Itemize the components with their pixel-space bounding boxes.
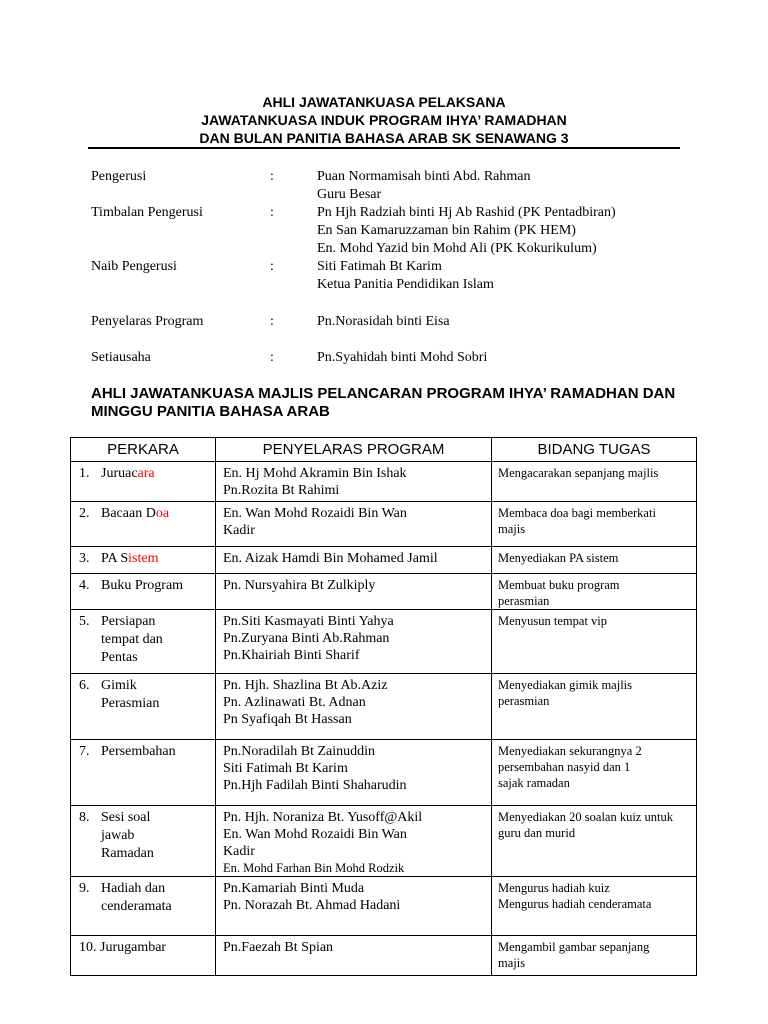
committee-separator: :	[270, 169, 274, 184]
committee-role: Penyelaras Program	[91, 314, 204, 329]
cell-penyelaras	[216, 936, 492, 976]
person-name: Pn Syafiqah Bt Hassan	[223, 712, 352, 727]
cell-penyelaras	[216, 806, 492, 877]
item-label: Persembahan	[101, 744, 176, 759]
table-row	[71, 610, 697, 674]
committee-name: Ketua Panitia Pendidikan Islam	[317, 277, 494, 292]
cell-perkara	[71, 502, 216, 547]
header-bidang-tugas: BIDANG TUGAS	[492, 438, 697, 462]
cell-bidang-tugas	[492, 806, 697, 877]
person-name: Pn. Norazah Bt. Ahmad Hadani	[223, 898, 401, 913]
item-label: cenderamata	[101, 899, 172, 914]
table-row	[71, 674, 697, 740]
committee-name: Pn Hjh Radziah binti Hj Ab Rashid (PK Pentadbiran)	[317, 205, 616, 220]
item-label: Bacaan D	[101, 506, 156, 521]
person-name: En. Wan Mohd Rozaidi Bin Wan	[223, 827, 407, 842]
cell-perkara	[71, 740, 216, 806]
person-name: En. Aizak Hamdi Bin Mohamed Jamil	[223, 551, 438, 566]
committee-name: En San Kamaruzzaman bin Rahim (PK HEM)	[317, 223, 576, 238]
cell-penyelaras	[216, 877, 492, 936]
committee-role: Naib Pengerusi	[91, 259, 177, 274]
cell-perkara	[71, 877, 216, 936]
committee-role: Timbalan Pengerusi	[91, 205, 203, 220]
person-name: Pn.Rozita Bt Rahimi	[223, 483, 340, 498]
item-label: jawab	[101, 828, 135, 843]
task-text: Membuat buku program	[498, 578, 620, 592]
document-title: AHLI JAWATANKUASA PELAKSANA	[262, 94, 506, 110]
person-name: En. Hj Mohd Akramin Bin Ishak	[223, 466, 407, 481]
row-number: 10.	[79, 940, 97, 955]
cell-penyelaras	[216, 740, 492, 806]
item-label: Juruac	[101, 466, 138, 481]
task-text: majis	[498, 522, 526, 536]
committee-role: Setiausaha	[91, 350, 151, 365]
table-row	[71, 936, 697, 976]
task-text: Mengurus hadiah kuiz	[498, 881, 610, 895]
cell-perkara	[71, 574, 216, 610]
row-number: 1.	[79, 466, 90, 481]
cell-bidang-tugas	[492, 936, 697, 976]
section-heading-line: AHLI JAWATANKUASA MAJLIS PELANCARAN PROGRAM IHYA’ RAMADHAN DAN	[91, 385, 676, 402]
person-name: Pn.Faezah Bt Spian	[223, 940, 334, 955]
task-text: Membaca doa bagi memberkati	[498, 506, 656, 520]
program-table	[70, 437, 697, 976]
cell-bidang-tugas	[492, 502, 697, 547]
person-name: Pn. Hjh. Shazlina Bt Ab.Aziz	[223, 678, 388, 693]
item-label: Gimik	[101, 678, 137, 693]
title-underline	[88, 147, 680, 149]
cell-penyelaras	[216, 610, 492, 674]
task-text: perasmian	[498, 594, 550, 608]
cell-perkara	[71, 610, 216, 674]
item-label: Perasmian	[101, 696, 160, 711]
cell-bidang-tugas	[492, 674, 697, 740]
row-number: 2.	[79, 506, 90, 521]
person-name: Pn.Noradilah Bt Zainuddin	[223, 744, 376, 759]
cell-penyelaras	[216, 674, 492, 740]
person-name: Pn.Hjh Fadilah Binti Shaharudin	[223, 778, 407, 793]
document-subtitle-1: JAWATANKUASA INDUK PROGRAM IHYA’ RAMADHAN	[201, 112, 567, 128]
item-label: Persiapan	[101, 614, 156, 629]
header-perkara: PERKARA	[71, 438, 216, 462]
task-text: Mengambil gambar sepanjang	[498, 940, 650, 954]
task-text: perasmian	[498, 694, 550, 708]
task-text: Mengurus hadiah cenderamata	[498, 897, 652, 911]
item-label-red: ara	[137, 466, 155, 481]
person-name: Kadir	[223, 844, 255, 859]
row-number: 3.	[79, 551, 90, 566]
person-name: Siti Fatimah Bt Karim	[223, 761, 348, 776]
row-number: 5.	[79, 614, 90, 629]
item-label-red: oa	[155, 506, 170, 521]
row-number: 8.	[79, 810, 90, 825]
person-name: Kadir	[223, 523, 255, 538]
cell-bidang-tugas	[492, 462, 697, 502]
committee-name: Puan Normamisah binti Abd. Rahman	[317, 169, 531, 184]
cell-perkara	[71, 936, 216, 976]
committee-name: En. Mohd Yazid bin Mohd Ali (PK Kokurikulum)	[317, 241, 597, 256]
cell-bidang-tugas	[492, 740, 697, 806]
item-label: Hadiah dan	[101, 881, 166, 896]
item-label: PA S	[101, 551, 129, 566]
cell-perkara	[71, 462, 216, 502]
row-number: 7.	[79, 744, 90, 759]
committee-separator: :	[270, 259, 274, 274]
committee-name: Pn.Syahidah binti Mohd Sobri	[317, 350, 488, 365]
committee-separator: :	[270, 314, 274, 329]
item-label: Sesi soal	[101, 810, 151, 825]
table-header-row	[71, 438, 697, 462]
person-name: Pn.Zuryana Binti Ab.Rahman	[223, 631, 390, 646]
person-name: Pn.Siti Kasmayati Binti Yahya	[223, 614, 394, 629]
task-text: sajak ramadan	[498, 776, 570, 790]
task-text: Mengacarakan sepanjang majlis	[498, 466, 659, 480]
person-name: En. Wan Mohd Rozaidi Bin Wan	[223, 506, 407, 521]
task-text: guru dan murid	[498, 826, 576, 840]
person-name: Pn. Hjh. Noraniza Bt. Yusoff@Akil	[223, 810, 423, 825]
row-number: 6.	[79, 678, 90, 693]
committee-separator: :	[270, 205, 274, 220]
table-row	[71, 574, 697, 610]
cell-penyelaras	[216, 574, 492, 610]
committee-separator: :	[270, 350, 274, 365]
cell-bidang-tugas	[492, 610, 697, 674]
cell-bidang-tugas	[492, 877, 697, 936]
item-label: Buku Program	[101, 578, 184, 593]
header-penyelaras: PENYELARAS PROGRAM	[216, 438, 492, 462]
task-text: majis	[498, 956, 526, 970]
committee-role: Pengerusi	[91, 169, 147, 184]
cell-perkara	[71, 806, 216, 877]
cell-perkara	[71, 674, 216, 740]
person-name: Pn. Azlinawati Bt. Adnan	[223, 695, 366, 710]
section-heading	[91, 385, 675, 421]
person-name: En. Mohd Farhan Bin Mohd Rodzik	[223, 861, 405, 875]
cell-perkara	[71, 547, 216, 574]
table-row	[71, 502, 697, 547]
document-subtitle-2: DAN BULAN PANITIA BAHASA ARAB SK SENAWANG 3	[199, 130, 569, 146]
task-text: Menyediakan PA sistem	[498, 551, 619, 565]
cell-bidang-tugas	[492, 547, 697, 574]
table-row	[71, 740, 697, 806]
committee-name: Siti Fatimah Bt Karim	[317, 259, 442, 274]
item-label: tempat dan	[101, 632, 163, 647]
task-text: Menyediakan 20 soalan kuiz untuk	[498, 810, 673, 824]
task-text: Menyusun tempat vip	[498, 614, 608, 628]
person-name: Pn.Kamariah Binti Muda	[223, 881, 365, 896]
row-number: 9.	[79, 881, 90, 896]
committee-name: Pn.Norasidah binti Eisa	[317, 314, 450, 329]
cell-penyelaras	[216, 462, 492, 502]
section-heading-line: MINGGU PANITIA BAHASA ARAB	[91, 403, 330, 420]
table-row	[71, 806, 697, 877]
row-number: 4.	[79, 578, 90, 593]
table-row	[71, 547, 697, 574]
cell-penyelaras	[216, 502, 492, 547]
committee-name: Guru Besar	[317, 187, 382, 202]
task-text: persembahan nasyid dan 1	[498, 760, 631, 774]
cell-penyelaras	[216, 547, 492, 574]
table-row	[71, 462, 697, 502]
item-label: Ramadan	[101, 846, 154, 861]
item-label-red: istem	[128, 551, 159, 566]
cell-bidang-tugas	[492, 574, 697, 610]
item-label: Jurugambar	[100, 940, 167, 955]
table-row	[71, 877, 697, 936]
person-name: Pn. Nursyahira Bt Zulkiply	[223, 578, 376, 593]
item-label: Pentas	[101, 650, 138, 665]
task-text: Menyediakan sekurangnya 2	[498, 744, 642, 758]
task-text: Menyediakan gimik majlis	[498, 678, 633, 692]
person-name: Pn.Khairiah Binti Sharif	[223, 648, 360, 663]
